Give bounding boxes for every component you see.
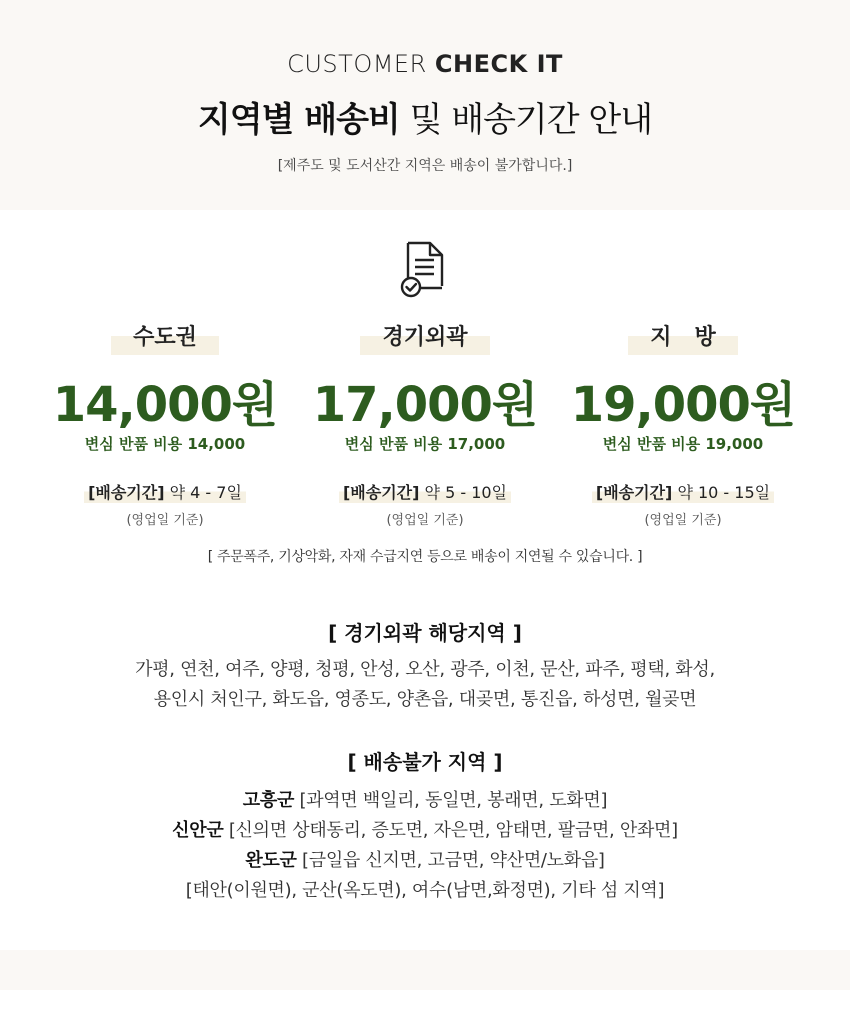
eyebrow-bold: CHECK IT [434, 50, 563, 78]
period-label: [배송기간] [88, 483, 165, 502]
period-basis: (영업일 기준) [644, 513, 722, 528]
county-name: 신안군 [172, 820, 224, 841]
period-basis: (영업일 기준) [386, 513, 464, 528]
other-areas: [태안(이원면), 군산(옥도면), 여수(남면,화정면), 기타 섬 지역] [185, 880, 665, 901]
county-name: 완도군 [245, 850, 297, 871]
return-fee: 변심 반품 비용 14,000 [84, 435, 246, 453]
outer-area-line: 용인시 처인구, 화도읍, 영종도, 양촌읍, 대곶면, 통진읍, 하성면, 월곶면 [153, 689, 697, 710]
delivery-period [84, 480, 246, 503]
period-value: 약 5 - 10일 [424, 483, 508, 502]
unavailable-line [0, 786, 850, 816]
outer-area-title: [ 경기외곽 해당지역 ] [328, 621, 522, 645]
region-name: 수도권 [111, 318, 219, 355]
region-column-gyeonggi-outer [305, 318, 545, 528]
unavailable-area-list [0, 786, 850, 906]
region-name: 지 방 [628, 318, 737, 355]
title-bold: 지역별 배송비 [197, 100, 400, 140]
unavailable-line [0, 816, 850, 846]
delivery-period [592, 480, 774, 503]
period-value: 약 10 - 15일 [677, 483, 771, 502]
region-name: 경기외곽 [360, 318, 489, 355]
outer-area-line: 가평, 연천, 여주, 양평, 청평, 안성, 오산, 광주, 이천, 문산, 파주, 평택, 화성, [135, 659, 715, 680]
unavailable-line [0, 846, 850, 876]
period-value: 약 4 - 7일 [169, 483, 242, 502]
county-areas: [신의면 상태동리, 증도면, 자은면, 암태면, 팔금면, 안좌면] [223, 820, 678, 841]
period-label: [배송기간] [342, 483, 420, 502]
page-title [0, 92, 850, 141]
county-name: 고흥군 [242, 790, 295, 811]
delivery-period [339, 480, 511, 503]
unavailable-area-title: [ 배송불가 지역 ] [347, 750, 503, 774]
eyebrow-light: CUSTOMER [287, 50, 427, 78]
region-price: 17,000원 [312, 377, 538, 433]
period-basis: (영업일 기준) [126, 513, 204, 528]
document-check-icon [398, 240, 450, 298]
unavailable-line [0, 876, 850, 906]
region-price: 14,000원 [52, 377, 278, 433]
region-column-capital [45, 318, 285, 528]
eyebrow-text [0, 50, 850, 78]
region-column-provinces [563, 318, 803, 528]
delay-notice: [ 주문폭주, 기상악화, 자재 수급지연 등으로 배송이 지연될 수 있습니다. ] [207, 549, 643, 565]
period-label: [배송기간] [595, 483, 673, 502]
county-areas: [과역면 백일리, 동일면, 봉래면, 도화면] [294, 790, 608, 811]
region-price: 19,000원 [570, 377, 796, 433]
outer-area-list [0, 655, 850, 715]
footer-band [0, 950, 850, 990]
title-regular: 및 배송기간 안내 [409, 100, 653, 140]
restriction-notice: [제주도 및 도서산간 지역은 배송이 불가합니다.] [277, 158, 573, 174]
county-areas: [금일읍 신지면, 고금면, 약산면/노화읍] [296, 850, 605, 871]
return-fee: 변심 반품 비용 17,000 [344, 435, 506, 453]
return-fee: 변심 반품 비용 19,000 [602, 435, 764, 453]
